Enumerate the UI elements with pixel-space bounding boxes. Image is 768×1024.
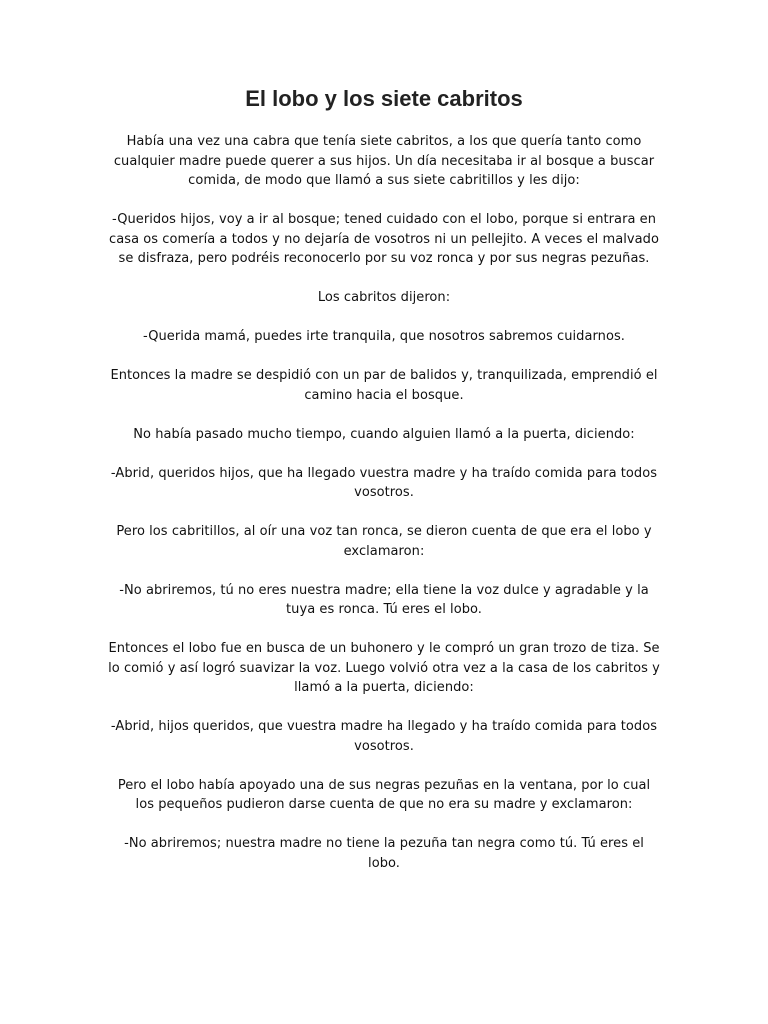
paragraph: Entonces el lobo fue en busca de un buhonero y le compró un gran trozo de tiza. Se lo comió y así logró suavizar la voz. Luego volvió otra vez a la casa de los cabritos y llamó a la puerta, diciendo: bbox=[108, 641, 660, 695]
paragraph: Había una vez una cabra que tenía siete cabritos, a los que quería tanto como cualquier madre puede querer a sus hijos. Un día necesitaba ir al bosque a buscar comida, de modo que llamó a sus siete cabritillos y les dijo: bbox=[113, 134, 655, 188]
paragraph: -Querida mamá, puedes irte tranquila, que nosotros sabremos cuidarnos. bbox=[143, 329, 625, 344]
paragraph: -No abriremos, tú no eres nuestra madre; ella tiene la voz dulce y agradable y la tuya es ronca. Tú eres el lobo. bbox=[119, 582, 649, 617]
paragraph: -Abrid, queridos hijos, que ha llegado vuestra madre y ha traído comida para todos vosotros. bbox=[110, 465, 658, 500]
document-page bbox=[108, 84, 660, 893]
paragraph: -Queridos hijos, voy a ir al bosque; tened cuidado con el lobo, porque si entrara en casa os comería a todos y no dejaría de vosotros ni un pellejito. A veces el malvado se disfraza, pero podréis reconocerlo por su voz ronca y por sus negras pezuñas. bbox=[109, 212, 659, 266]
paragraph: Entonces la madre se despidió con un par de balidos y, tranquilizada, emprendió el camino hacia el bosque. bbox=[110, 368, 658, 403]
paragraph: Los cabritos dijeron: bbox=[317, 290, 451, 305]
paragraph: Pero el lobo había apoyado una de sus negras pezuñas en la ventana, por lo cual los pequeños pudieron darse cuenta de que no era su madre y exclamaron: bbox=[117, 777, 651, 812]
paragraph: Pero los cabritillos, al oír una voz tan ronca, se dieron cuenta de que era el lobo y exclamaron: bbox=[116, 524, 652, 559]
paragraph: -Abrid, hijos queridos, que vuestra madre ha llegado y ha traído comida para todos vosotros. bbox=[110, 719, 658, 754]
paragraph: -No abriremos; nuestra madre no tiene la pezuña tan negra como tú. Tú eres el lobo. bbox=[124, 836, 644, 871]
document-title: El lobo y los siete cabritos bbox=[245, 86, 523, 111]
paragraph: No había pasado mucho tiempo, cuando alguien llamó a la puerta, diciendo: bbox=[133, 426, 635, 442]
